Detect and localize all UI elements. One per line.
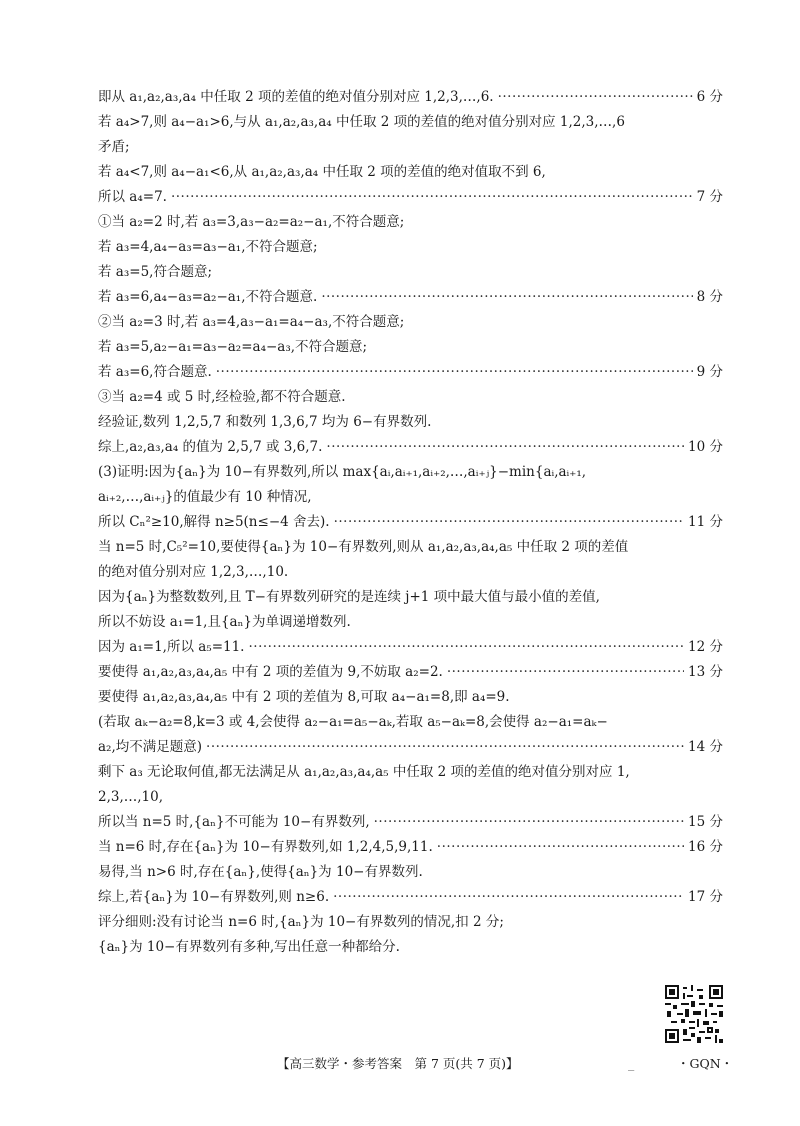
- answer-line: [98, 285, 723, 310]
- score-mark: 8 分: [696, 289, 723, 305]
- answer-line: [98, 410, 723, 435]
- line-text: 若 a₃=4,a₄−a₃=a₃−a₁,不符合题意;: [98, 239, 318, 255]
- answer-line: [98, 610, 723, 635]
- line-text: 剩下 a₃ 无论取何值,都无法满足从 a₁,a₂,a₃,a₄,a₅ 中任取 2 项的差值的绝对值分别对应 1,: [98, 764, 630, 780]
- answer-line: [98, 810, 723, 835]
- answer-line: [98, 710, 723, 735]
- answer-line: [98, 235, 723, 260]
- line-text: 要使得 a₁,a₂,a₃,a₄,a₅ 中有 2 项的差值为 8,可取 a₄−a₁=8,即 a₄=9.: [98, 689, 510, 705]
- answer-line: [98, 185, 723, 210]
- line-text: (3)证明:因为{aₙ}为 10−有界数列,所以 max{aᵢ,aᵢ₊₁,aᵢ₊₂,…,aᵢ₊ⱼ}−min{aᵢ,aᵢ₊₁,: [98, 464, 587, 480]
- line-text: 所以当 n=5 时,{aₙ}不可能为 10−有界数列,: [98, 814, 370, 830]
- line-text: 当 n=6 时,存在{aₙ}为 10−有界数列,如 1,2,4,5,9,11.: [98, 839, 433, 855]
- leader-dots: [437, 835, 684, 860]
- line-text: ①当 a₂=2 时,若 a₃=3,a₃−a₂=a₂−a₁,不符合题意;: [98, 214, 405, 230]
- leader-dots: [206, 735, 684, 760]
- line-text: 矛盾;: [98, 139, 130, 155]
- leader-dots: [216, 360, 693, 385]
- answer-line: [98, 85, 723, 110]
- leader-dots: [334, 510, 684, 535]
- leader-dots: [498, 85, 693, 110]
- answer-line: [98, 785, 723, 810]
- answer-line: [98, 560, 723, 585]
- line-text: 经验证,数列 1,2,5,7 和数列 1,3,6,7 均为 6−有界数列.: [98, 414, 432, 430]
- answer-line: [98, 385, 723, 410]
- answer-line: [98, 435, 723, 460]
- leader-dots: [248, 635, 684, 660]
- answer-line: [98, 535, 723, 560]
- score-mark: 7 分: [696, 189, 723, 205]
- score-mark: 13 分: [688, 664, 723, 680]
- answer-line: [98, 135, 723, 160]
- page-footer: [0, 1053, 800, 1075]
- line-text: aᵢ₊₂,…,aᵢ₊ⱼ}的值最少有 10 种情况,: [98, 489, 312, 505]
- line-text: (若取 aₖ−a₂=8,k=3 或 4,会使得 a₂−a₁=a₅−aₖ,若取 a₅−aₖ=8,会使得 a₂−a₁=aₖ−: [98, 714, 608, 730]
- line-text: 要使得 a₁,a₂,a₃,a₄,a₅ 中有 2 项的差值为 9,不妨取 a₂=2.: [98, 664, 443, 680]
- answer-line: [98, 910, 723, 935]
- line-text: 综上,若{aₙ}为 10−有界数列,则 n≥6.: [98, 889, 330, 905]
- line-text: 的绝对值分别对应 1,2,3,…,10.: [98, 564, 289, 580]
- footer-page-info: 【高三数学・参考答案 第 7 页(共 7 页)】: [277, 1056, 519, 1071]
- line-text: 因为{aₙ}为整数数列,且 T−有界数列研究的是连续 j+1 项中最大值与最小值的差值,: [98, 589, 600, 605]
- line-text: 因为 a₁=1,所以 a₅=11.: [98, 639, 245, 655]
- leader-dots: [321, 285, 692, 310]
- answer-line: [98, 310, 723, 335]
- leader-dots: [447, 660, 684, 685]
- line-text: 若 a₃=5,符合题意;: [98, 264, 212, 280]
- line-text: 易得,当 n>6 时,存在{aₙ},使得{aₙ}为 10−有界数列.: [98, 864, 423, 880]
- answer-line: [98, 685, 723, 710]
- answer-line: [98, 735, 723, 760]
- footer-mark: _: [628, 1056, 635, 1071]
- answer-line: [98, 510, 723, 535]
- answer-line: [98, 860, 723, 885]
- line-text: ②当 a₂=3 时,若 a₃=4,a₃−a₁=a₄−a₃,不符合题意;: [98, 314, 405, 330]
- answer-text-block: [98, 85, 723, 960]
- line-text: 所以不妨设 a₁=1,且{aₙ}为单调递增数列.: [98, 614, 351, 630]
- score-mark: 11 分: [688, 514, 723, 530]
- line-text: 若 a₄>7,则 a₄−a₁>6,与从 a₁,a₂,a₃,a₄ 中任取 2 项的差值的绝对值分别对应 1,2,3,…,6: [98, 114, 625, 130]
- score-mark: 14 分: [688, 739, 723, 755]
- leader-dots: [374, 810, 684, 835]
- leader-dots: [171, 185, 693, 210]
- line-text: 当 n=5 时,C₅²=10,要使得{aₙ}为 10−有界数列,则从 a₁,a₂,a₃,a₄,a₅ 中任取 2 项的差值: [98, 539, 629, 555]
- line-text: 若 a₃=6,a₄−a₃=a₂−a₁,不符合题意.: [98, 289, 318, 305]
- line-text: 2,3,…,10,: [98, 789, 164, 805]
- line-text: 综上,a₂,a₃,a₄ 的值为 2,5,7 或 3,6,7.: [98, 439, 323, 455]
- footer-code: ・GQN・: [677, 1056, 734, 1071]
- answer-line: [98, 335, 723, 360]
- answer-line: [98, 585, 723, 610]
- answer-line: [98, 460, 723, 485]
- answer-line: [98, 885, 723, 910]
- leader-dots: [333, 885, 684, 910]
- line-text: 所以 a₄=7.: [98, 189, 167, 205]
- line-text: 评分细则:没有讨论当 n=6 时,{aₙ}为 10−有界数列的情况,扣 2 分;: [98, 914, 504, 930]
- answer-line: [98, 110, 723, 135]
- score-mark: 10 分: [688, 439, 723, 455]
- line-text: 若 a₄<7,则 a₄−a₁<6,从 a₁,a₂,a₃,a₄ 中任取 2 项的差值的绝对值取不到 6,: [98, 164, 546, 180]
- line-text: 若 a₃=5,a₂−a₁=a₃−a₂=a₄−a₃,不符合题意;: [98, 339, 368, 355]
- answer-line: [98, 360, 723, 385]
- score-mark: 12 分: [688, 639, 723, 655]
- score-mark: 9 分: [696, 364, 723, 380]
- answer-line: [98, 210, 723, 235]
- answer-line: [98, 760, 723, 785]
- answer-line: [98, 485, 723, 510]
- qr-code-icon: [665, 985, 723, 1043]
- answer-line: [98, 160, 723, 185]
- score-mark: 17 分: [688, 889, 723, 905]
- score-mark: 16 分: [688, 839, 723, 855]
- answer-line: [98, 835, 723, 860]
- line-text: {aₙ}为 10−有界数列有多种,写出任意一种都给分.: [98, 939, 400, 955]
- score-mark: 6 分: [696, 89, 723, 105]
- line-text: a₂,均不满足题意): [98, 739, 203, 755]
- line-text: 若 a₃=6,符合题意.: [98, 364, 212, 380]
- answer-line: [98, 260, 723, 285]
- answer-line: [98, 660, 723, 685]
- line-text: ③当 a₂=4 或 5 时,经检验,都不符合题意.: [98, 389, 346, 405]
- answer-line: [98, 635, 723, 660]
- leader-dots: [326, 435, 684, 460]
- line-text: 即从 a₁,a₂,a₃,a₄ 中任取 2 项的差值的绝对值分别对应 1,2,3,…,6.: [98, 89, 494, 105]
- score-mark: 15 分: [688, 814, 723, 830]
- answer-line: [98, 935, 723, 960]
- line-text: 所以 Cₙ²≥10,解得 n≥5(n≤−4 舍去).: [98, 514, 330, 530]
